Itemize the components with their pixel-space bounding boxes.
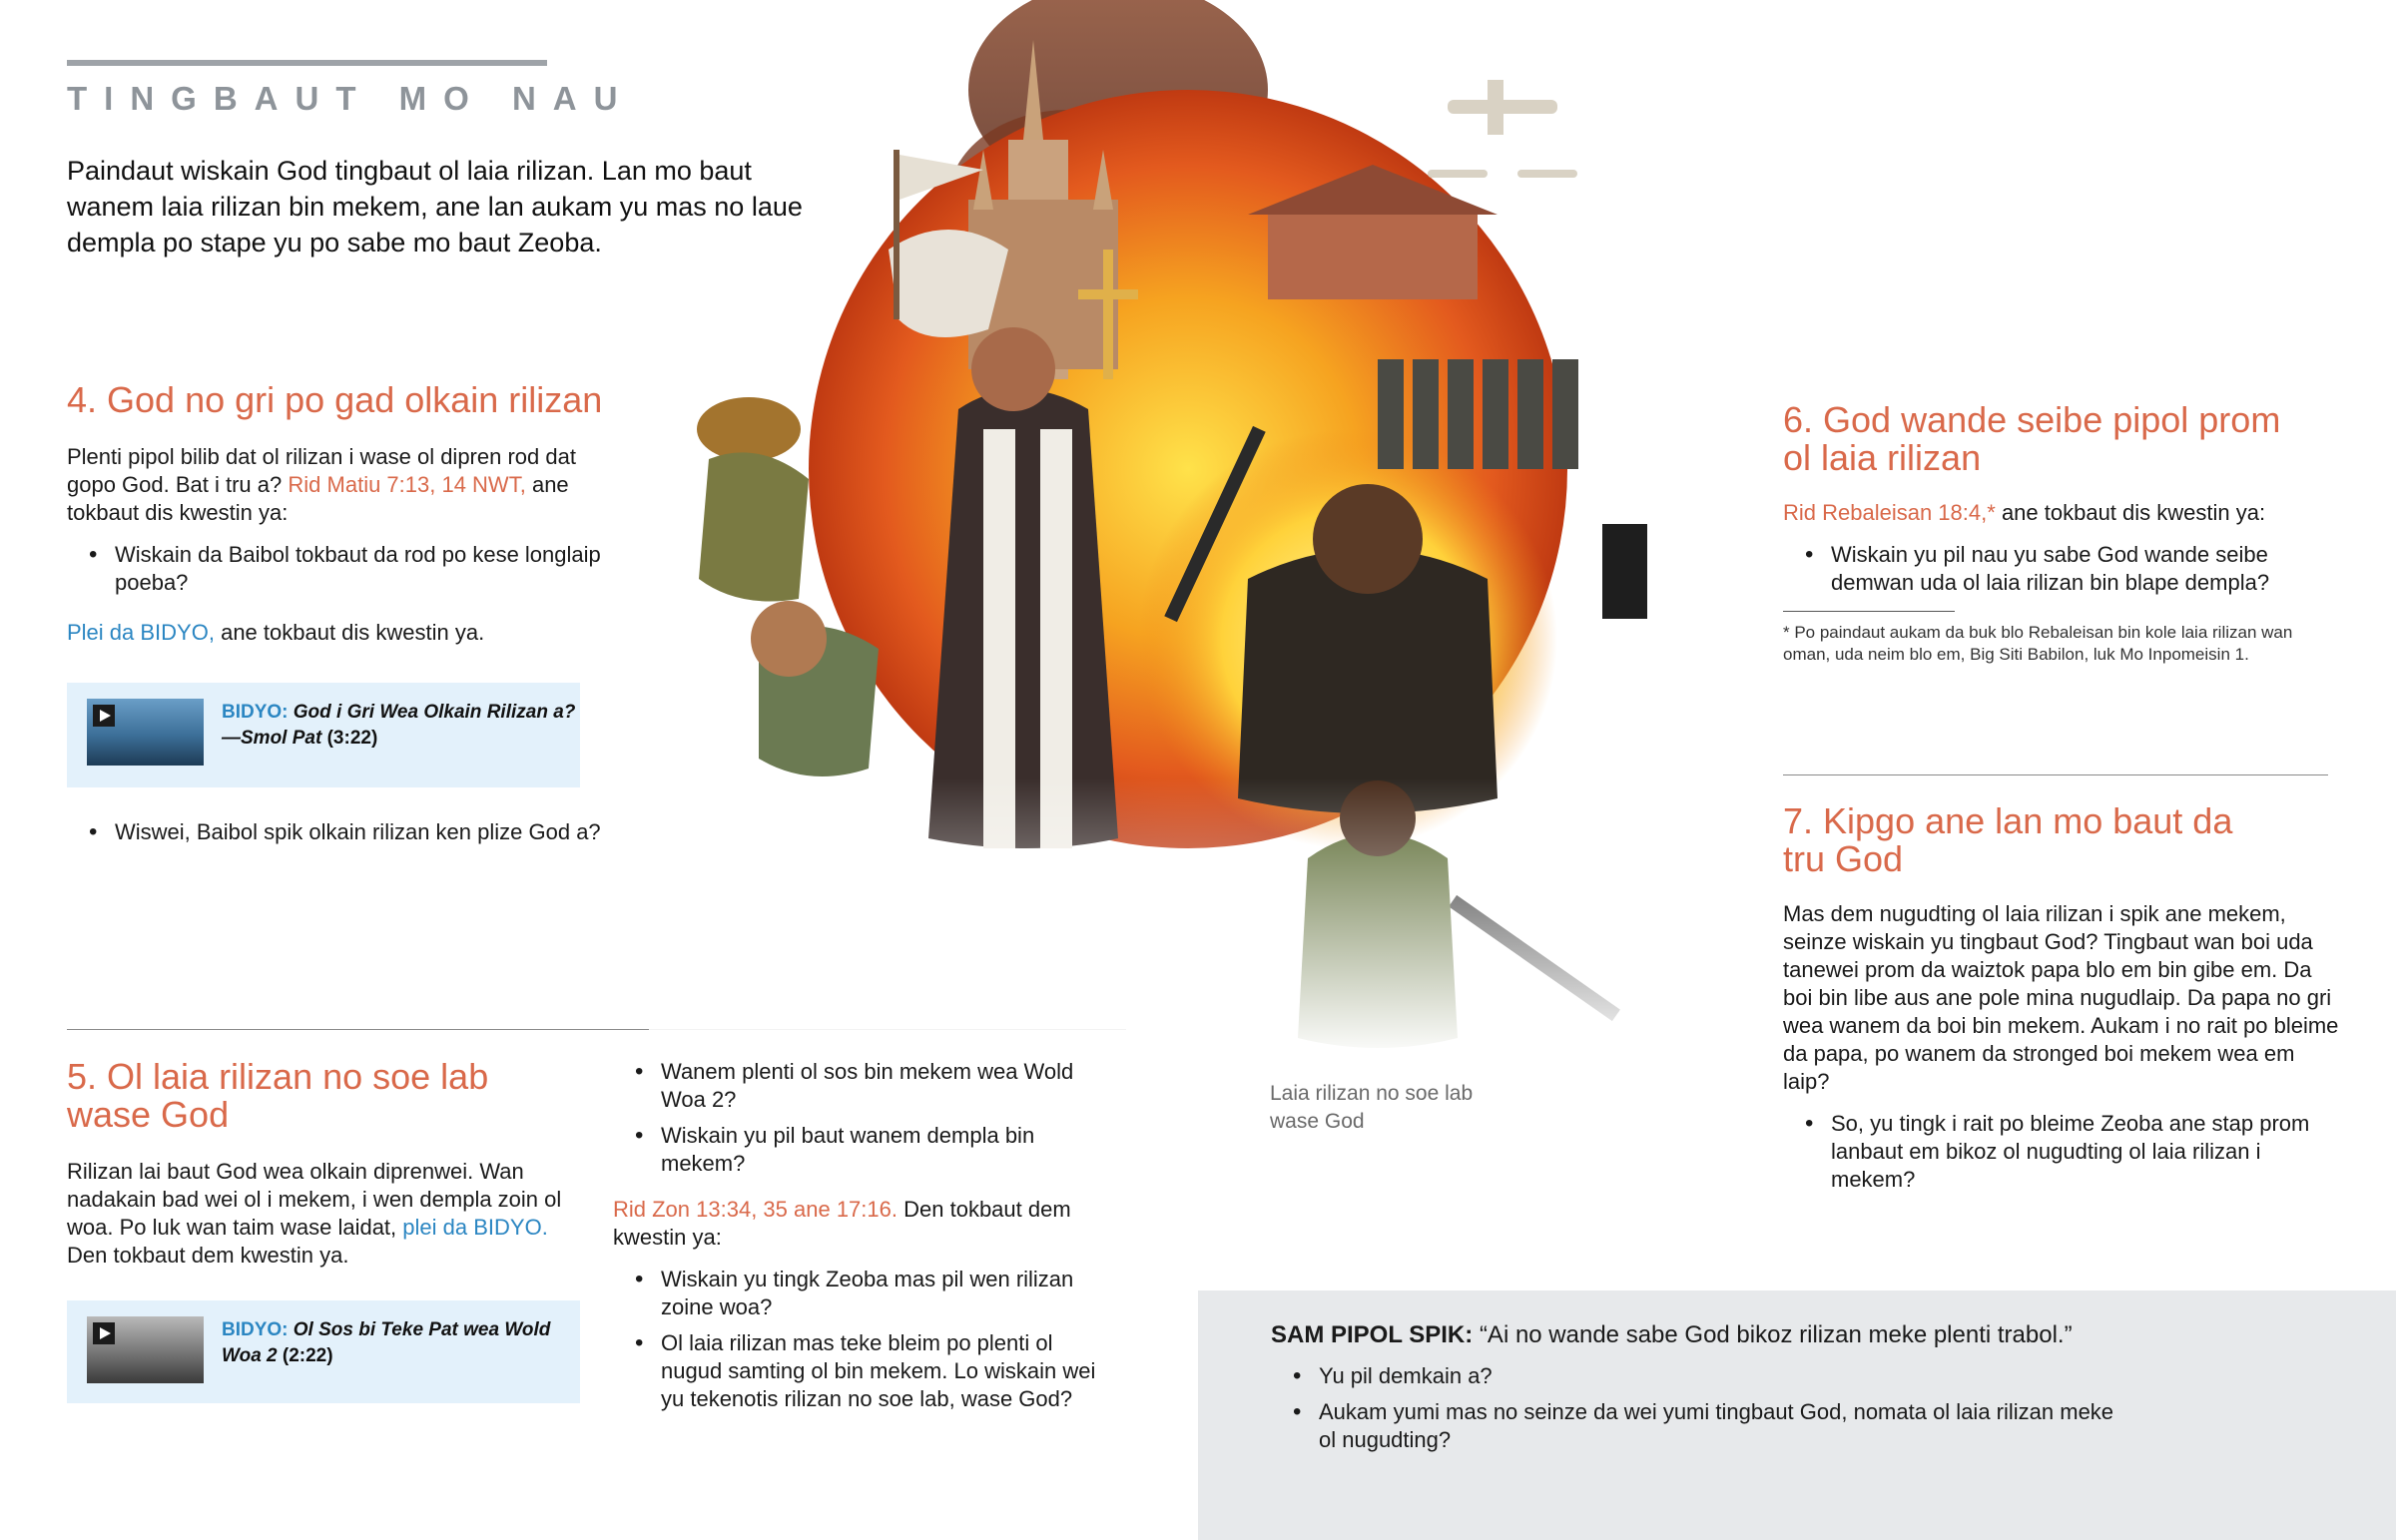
sam-pipol-quote: SAM PIPOL SPIK: “Ai no wande sabe God bikoz rilizan meke plenti trabol.” [1271, 1321, 2073, 1348]
bullet-item: • So, yu tingk i rait po bleime Zeoba ane stap prom lanbaut em bikoz ol nugudting ol laia rilizan i mekem? [1783, 1110, 2342, 1194]
sam-pipol-content [1271, 1320, 2309, 1454]
section-6 [1783, 401, 2342, 683]
footnote-marker[interactable]: * [1987, 500, 1996, 525]
scripture-paragraph: Rid Zon 13:34, 35 ane 17:16. Den tokbaut dem kwestin ya: [613, 1197, 1071, 1250]
video-title[interactable]: BIDYO: God i Gri Wea Olkain Rilizan a? —Smol Pat (3:22) [222, 702, 576, 749]
section-7-paragraph: Mas dem nugudting ol laia rilizan i spik ane mekem, seinze wiskain yu tingbaut God? Tingbaut wan boi uda tanewei prom da waiztok papa blo em bin gibe em. Da boi bin libe aus ane pole mina nugudlaip. Da papa no gri wea wanem da boi bin mekem. Aukam i no rait po bleime da papa, po wanem da stronged boi mekem wea em laip? [1783, 901, 2339, 1094]
scripture-link[interactable]: Rid Rebaleisan 18:4, [1783, 500, 1988, 525]
divider [1783, 774, 2328, 775]
section-6-heading: 6. God wande seibe pipol prom ol laia rilizan [1783, 399, 2281, 478]
bullet-item: • Wiskain yu tingk Zeoba mas pil wen rilizan zoine woa? [613, 1266, 1102, 1321]
bullet-item: • Wanem plenti ol sos bin mekem wea Wold Woa 2? [613, 1058, 1102, 1114]
section-5-heading: 5. Ol laia rilizan no soe lab wase God [67, 1056, 489, 1135]
bullet-item: • Ol laia rilizan mas teke bleim po plenti ol nugud samting ol bin mekem. Lo wiskain wei yu tekenotis rilizan no soe lab, wase God? [613, 1329, 1102, 1413]
play-icon[interactable] [93, 705, 115, 727]
play-icon[interactable] [93, 1322, 115, 1344]
section-7-heading: 7. Kipgo ane lan mo baut da tru God [1783, 800, 2233, 879]
header-rule [67, 60, 547, 66]
footnote-rule [1783, 611, 1955, 612]
section-4 [67, 381, 626, 647]
illustration-caption: Laia rilizan no soe lab wase God [1270, 1082, 1474, 1133]
video-title[interactable]: BIDYO: Ol Sos bi Teke Pat wea Wold Woa 2 (2:22) [222, 1319, 551, 1366]
section-5 [67, 1058, 586, 1270]
video-prompt: Plei da BIDYO, ane tokbaut dis kwestin ya. [67, 620, 485, 645]
video-card[interactable] [67, 683, 580, 787]
video-thumbnail[interactable] [87, 1316, 204, 1383]
intro-paragraph: Paindaut wiskain God tingbaut ol laia rilizan. Lan mo baut wanem laia rilizan bin mekem, ane lan aukam yu mas no laue dempla po stape yu po sabe mo baut Zeoba. [67, 156, 803, 257]
video-thumbnail[interactable] [87, 699, 204, 766]
section-5-paragraph: Rilizan lai baut God wea olkain diprenwei. Wan nadakain bad wei ol i mekem, i wen dempla zoin ol woa. Po luk wan taim wase laidat, plei da BIDYO. Den tokbaut dem kwestin ya. [67, 1159, 562, 1268]
video-link[interactable]: Plei da BIDYO, [67, 620, 215, 645]
scripture-link[interactable]: Rid Zon 13:34, 35 ane 17:16. [613, 1197, 898, 1222]
bullet-item: • Aukam yumi mas no seinze da wei yumi tingbaut God, nomata ol laia rilizan meke ol nugudting? [1271, 1398, 2117, 1454]
bullet-item: • Wiskain da Baibol tokbaut da rod po kese longlaip poeba? [67, 541, 614, 597]
video-card[interactable] [67, 1300, 580, 1403]
section-5-column-2 [613, 1058, 1102, 1413]
section-7 [1783, 802, 2342, 1194]
footnote: * Po paindaut aukam da buk blo Rebaleisan bin kole laia rilizan wan oman, uda neim blo em, Big Siti Babilon, luk Mo Inpomeisin 1. [1783, 623, 2293, 664]
bullet-item: • Wiskain yu pil baut wanem dempla bin mekem? [613, 1122, 1102, 1178]
section-4-heading: 4. God no gri po gad olkain rilizan [67, 379, 603, 420]
video-link[interactable]: plei da BIDYO. [402, 1215, 548, 1240]
bullet-item: • Wiswei, Baibol spik olkain rilizan ken plize God a? [67, 818, 614, 846]
scripture-paragraph: Rid Rebaleisan 18:4,* ane tokbaut dis kwestin ya: [1783, 500, 2266, 525]
illustration-false-religion [649, 0, 1747, 1058]
section-4-paragraph: Plenti pipol bilib dat ol rilizan i wase ol dipren rod dat gopo God. Bat i tru a? Rid Matiu 7:13, 14 NWT, ane tokbaut dis kwestin ya: [67, 444, 576, 525]
bullet-item: • Wiskain yu pil nau yu sabe God wande seibe demwan uda ol laia rilizan bin blape dempla? [1783, 541, 2342, 597]
scripture-link[interactable]: Rid Matiu 7:13, 14 NWT, [288, 472, 526, 497]
section-kicker: TINGBAUT MO NAU [67, 80, 635, 117]
bullet-item: • Yu pil demkain a? [1271, 1362, 2309, 1390]
